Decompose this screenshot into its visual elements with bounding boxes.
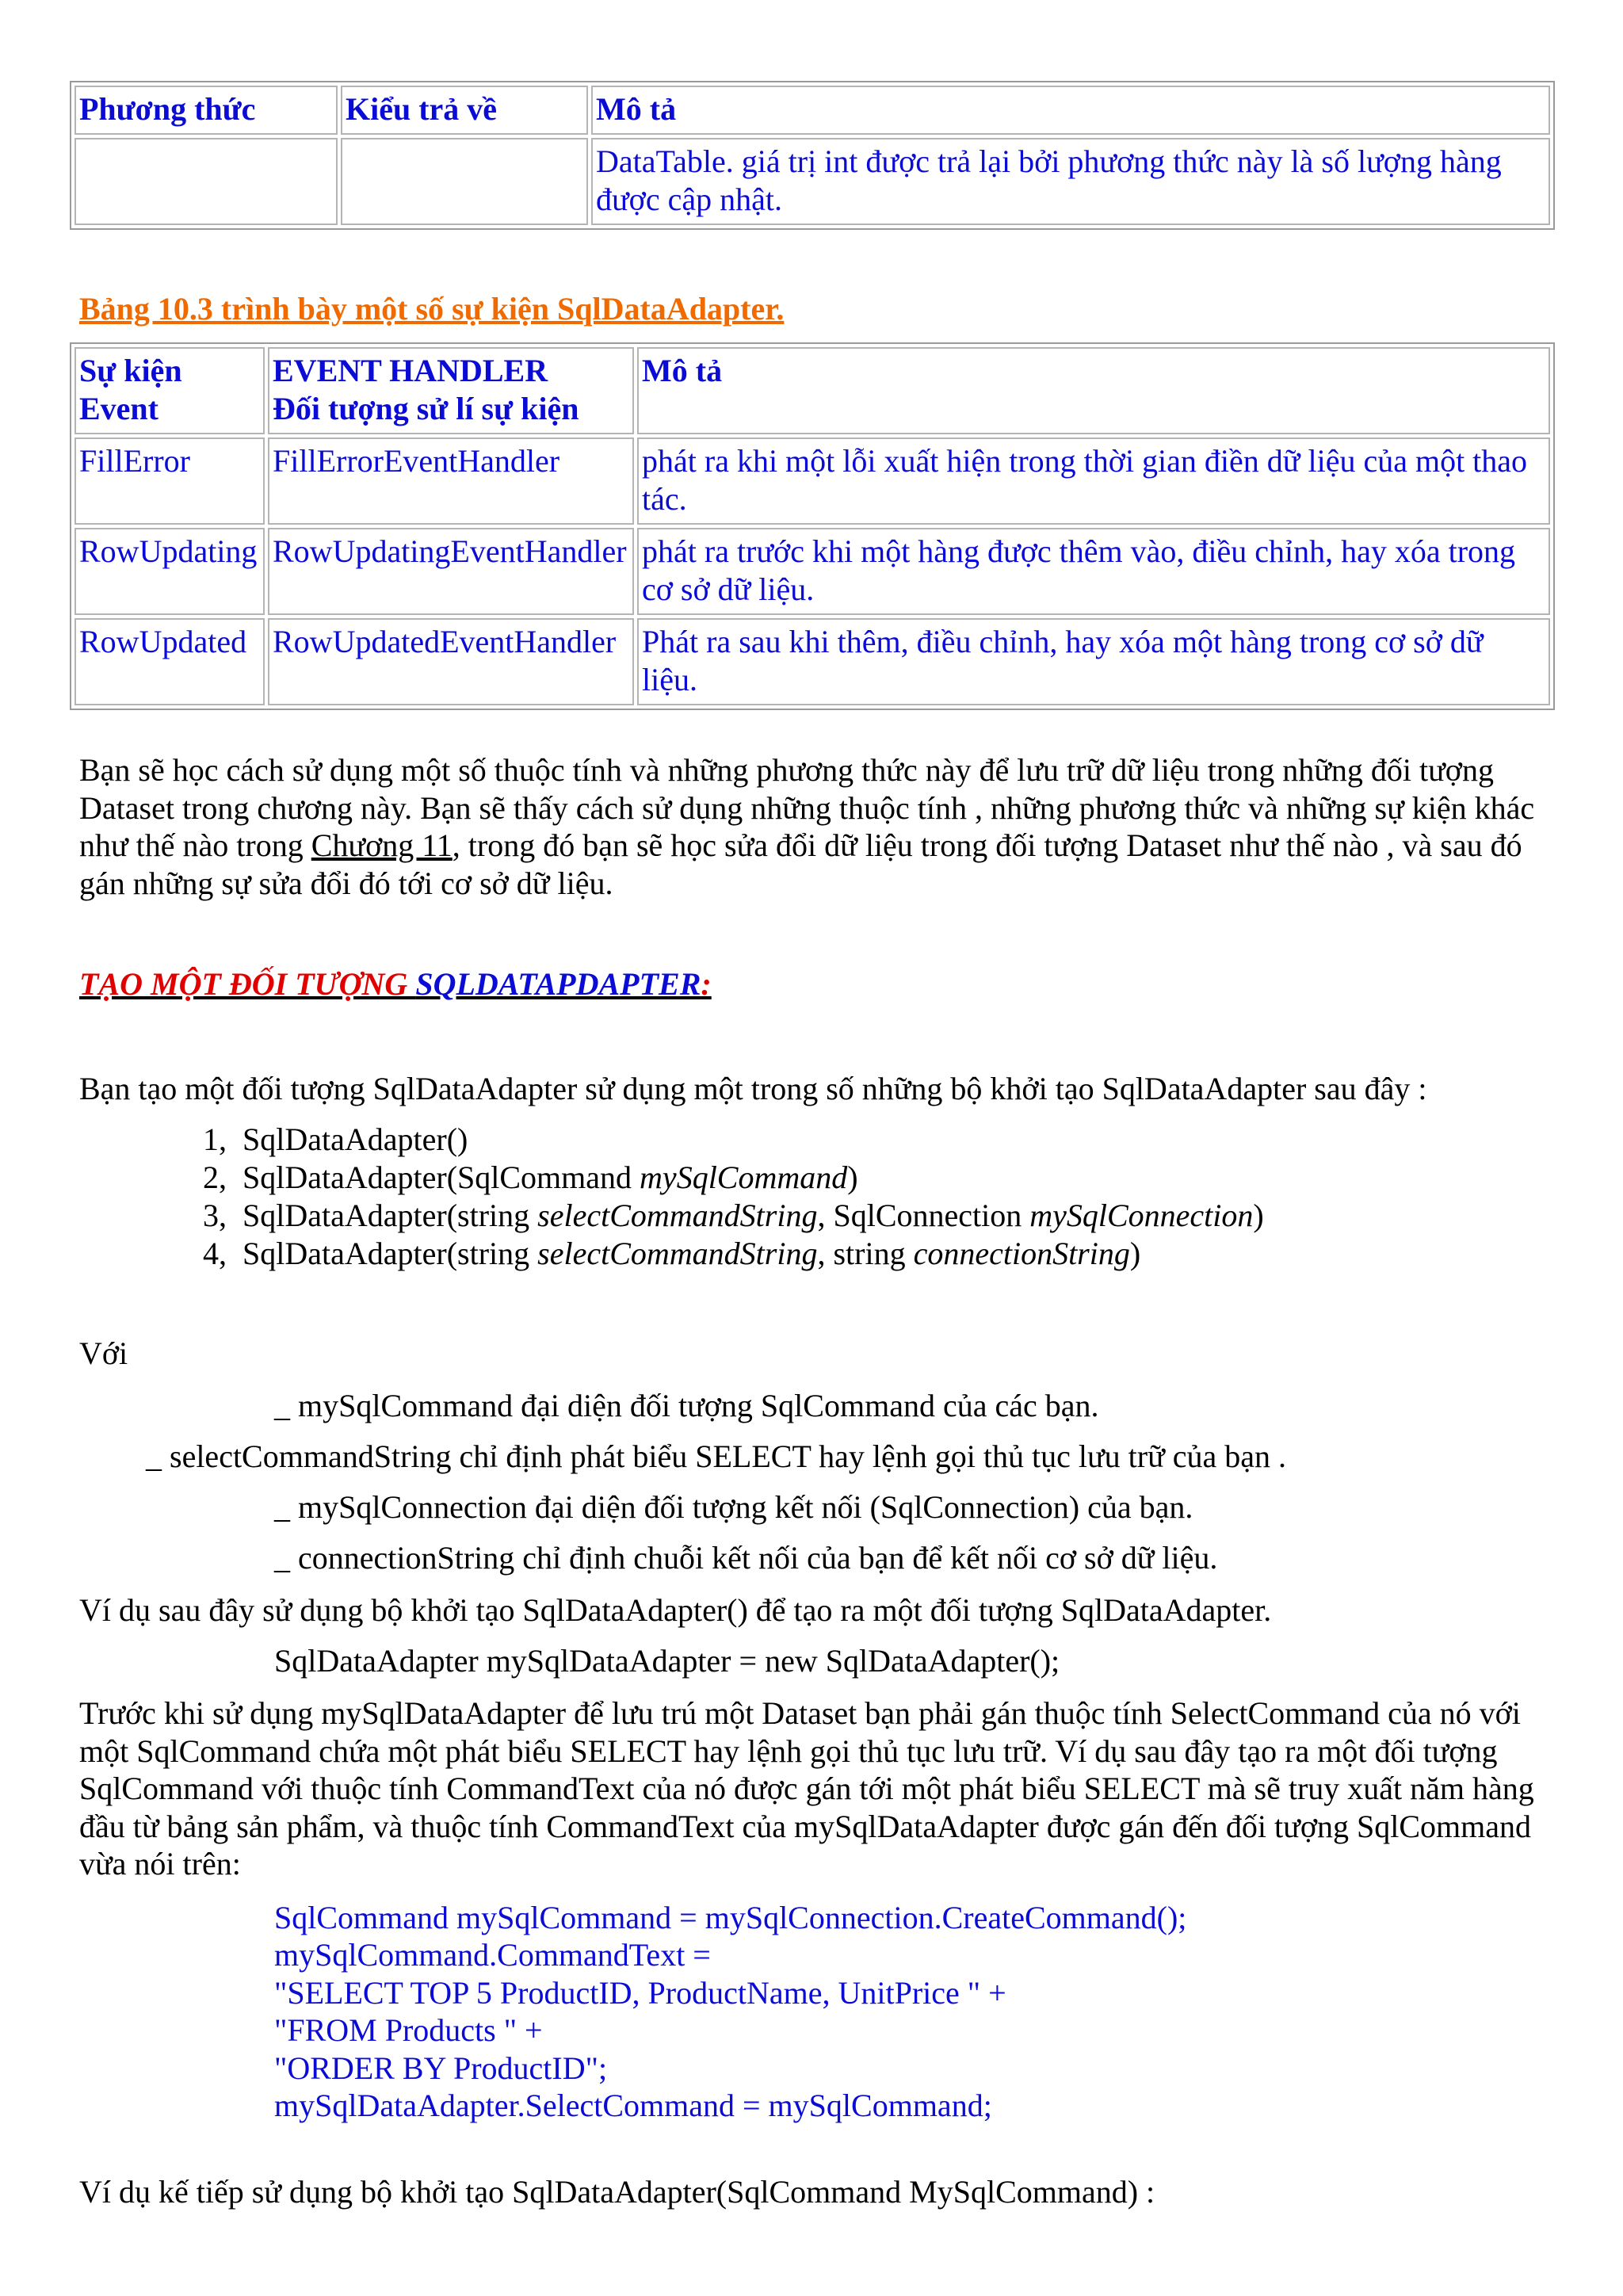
table-row [74, 528, 1550, 615]
header-line: Event [79, 391, 158, 426]
closing-text: Ví dụ kế tiếp sử dụng bộ khởi tạo SqlDataAdapter(SqlCommand MySqlCommand) : [79, 2174, 1155, 2210]
ctor-text: , string [817, 1236, 914, 1271]
example-text: Ví dụ sau đây sử dụng bộ khởi tạo SqlDataAdapter() để tạo ra một đối tượng SqlDataAdapter. [79, 1592, 1272, 1628]
header-line: Sự kiện [79, 353, 182, 388]
desc-cell: Phát ra sau khi thêm, điều chỉnh, hay xóa một hàng trong cơ sở dữ liệu. [637, 618, 1550, 705]
list-item [203, 1159, 858, 1197]
code-line: mySqlDataAdapter.SelectCommand = mySqlCommand; [274, 2088, 992, 2123]
bullet-item: _ mySqlConnection đại diện đối tượng kết nối (SqlConnection) của bạn. [274, 1489, 1193, 1525]
list-number: 2, [203, 1159, 227, 1195]
ctor-param: connectionString [913, 1236, 1130, 1271]
header-cell-handler [268, 347, 634, 434]
event-cell: RowUpdating [74, 528, 265, 615]
code-line: "SELECT TOP 5 ProductID, ProductName, UnitPrice " + [274, 1975, 1006, 2011]
bullet-item: _ selectCommandString chỉ định phát biểu SELECT hay lệnh gọi thủ tục lưu trữ của bạn . [146, 1438, 1287, 1474]
header-line: EVENT HANDLER [273, 353, 548, 388]
header-cell: Phương thức [74, 86, 338, 135]
paragraph-text: Bạn sẽ học cách sử dụng một số thuộc tính và những phương thức này để lưu trữ dữ liệu trong những đối tượng Dataset trong chương này. Bạn sẽ thấy cách sử dụng những thuộc tính , những phương thức và những sự kiện khác như thế nào trong [79, 752, 1535, 863]
ctor-text: SqlDataAdapter(string [242, 1236, 538, 1271]
table-header-row [74, 86, 1550, 135]
ctor-text: , SqlConnection [817, 1198, 1030, 1233]
handler-cell: RowUpdatedEventHandler [268, 618, 634, 705]
code-line: mySqlCommand.CommandText = [274, 1937, 711, 1973]
list-number: 4, [203, 1236, 227, 1271]
list-item [203, 1235, 1140, 1273]
header-cell: Kiểu trả về [341, 86, 588, 135]
list-item [203, 1197, 1264, 1235]
body-paragraph: Trước khi sử dụng mySqlDataAdapter để lưu trú một Dataset bạn phải gán thuộc tính SelectCommand của nó với một SqlCommand chứa một phát biểu SELECT hay lệnh gọi thủ tục lưu trữ. Ví dụ sau đây tạo ra một đối tượng SqlCommand với thuộc tính CommandText của nó được gán tới một phát biểu SELECT mà sẽ truy xuất năm hàng đầu từ bảng sản phẩm, và thuộc tính CommandText của mySqlDataAdapter được gán đến đối tượng SqlCommand vừa nói trên: [79, 1695, 1534, 1881]
table-row [74, 437, 1550, 525]
list-number: 3, [203, 1198, 227, 1233]
ctor-text: ) [847, 1159, 858, 1195]
events-table [70, 342, 1555, 710]
table-header-row [74, 347, 1550, 434]
ctor-text: ) [1253, 1198, 1264, 1233]
bullet-item: _ mySqlCommand đại diện đối tượng SqlCommand của các bạn. [274, 1388, 1099, 1423]
table-cell [74, 138, 338, 225]
table-cell: DataTable. giá trị int được trả lại bởi phương thức này là số lượng hàng được cập nhật. [591, 138, 1550, 225]
body-paragraph [79, 751, 1553, 902]
table-row [74, 618, 1550, 705]
table-caption: Bảng 10.3 trình bày một số sự kiện SqlDataAdapter. [79, 291, 785, 327]
ctor-param: selectCommandString [537, 1198, 818, 1233]
heading-text: TẠO MỘT ĐỐI TƯỢNG [79, 966, 416, 1002]
methods-table [70, 81, 1555, 230]
header-cell: Mô tả [591, 86, 1550, 135]
ctor-text: ) [1129, 1236, 1141, 1271]
table-cell [341, 138, 588, 225]
heading-colon: : [701, 966, 712, 1002]
ctor-text: SqlDataAdapter(SqlCommand [242, 1159, 640, 1195]
ctor-param: selectCommandString [537, 1236, 818, 1271]
chapter-link[interactable]: Chương 11 [311, 827, 453, 863]
intro-text: Bạn tạo một đối tượng SqlDataAdapter sử dụng một trong số những bộ khởi tạo SqlDataAdapter sau đây : [79, 1071, 1427, 1106]
header-cell-event [74, 347, 265, 434]
code-line: "FROM Products " + [274, 2012, 543, 2048]
code-line: "ORDER BY ProductID"; [274, 2050, 608, 2086]
list-number: 1, [203, 1121, 227, 1157]
ctor-param: mySqlCommand [640, 1159, 848, 1195]
handler-cell: RowUpdatingEventHandler [268, 528, 634, 615]
handler-cell: FillErrorEventHandler [268, 437, 634, 525]
table-row [74, 138, 1550, 225]
ctor-text: SqlDataAdapter(string [242, 1198, 538, 1233]
header-line: Đối tượng sử lí sự kiện [273, 391, 579, 426]
desc-cell: phát ra trước khi một hàng được thêm vào, điều chỉnh, hay xóa trong cơ sở dữ liệu. [637, 528, 1550, 615]
heading-keyword: SQLDATAPDAPTER [415, 966, 701, 1002]
desc-cell: phát ra khi một lỗi xuất hiện trong thời gian điền dữ liệu của một thao tác. [637, 437, 1550, 525]
event-cell: RowUpdated [74, 618, 265, 705]
list-item [203, 1121, 468, 1159]
with-label: Với [79, 1335, 128, 1371]
paragraph-text: , trong đó bạn sẽ học sửa đổi dữ liệu trong đối tượng Dataset như thế nào , và sau đó gán những sự sửa đổi đó tới cơ sở dữ liệu. [79, 827, 1522, 901]
bullet-item: _ connectionString chỉ định chuỗi kết nối của bạn để kết nối cơ sở dữ liệu. [274, 1540, 1218, 1576]
header-cell-desc: Mô tả [637, 347, 1550, 434]
section-heading [79, 965, 712, 1003]
ctor-param: mySqlConnection [1029, 1198, 1254, 1233]
example-code: SqlDataAdapter mySqlDataAdapter = new SqlDataAdapter(); [274, 1643, 1060, 1679]
event-cell: FillError [74, 437, 265, 525]
code-line: SqlCommand mySqlCommand = mySqlConnection.CreateCommand(); [274, 1900, 1187, 1935]
ctor-text: SqlDataAdapter() [242, 1121, 468, 1157]
